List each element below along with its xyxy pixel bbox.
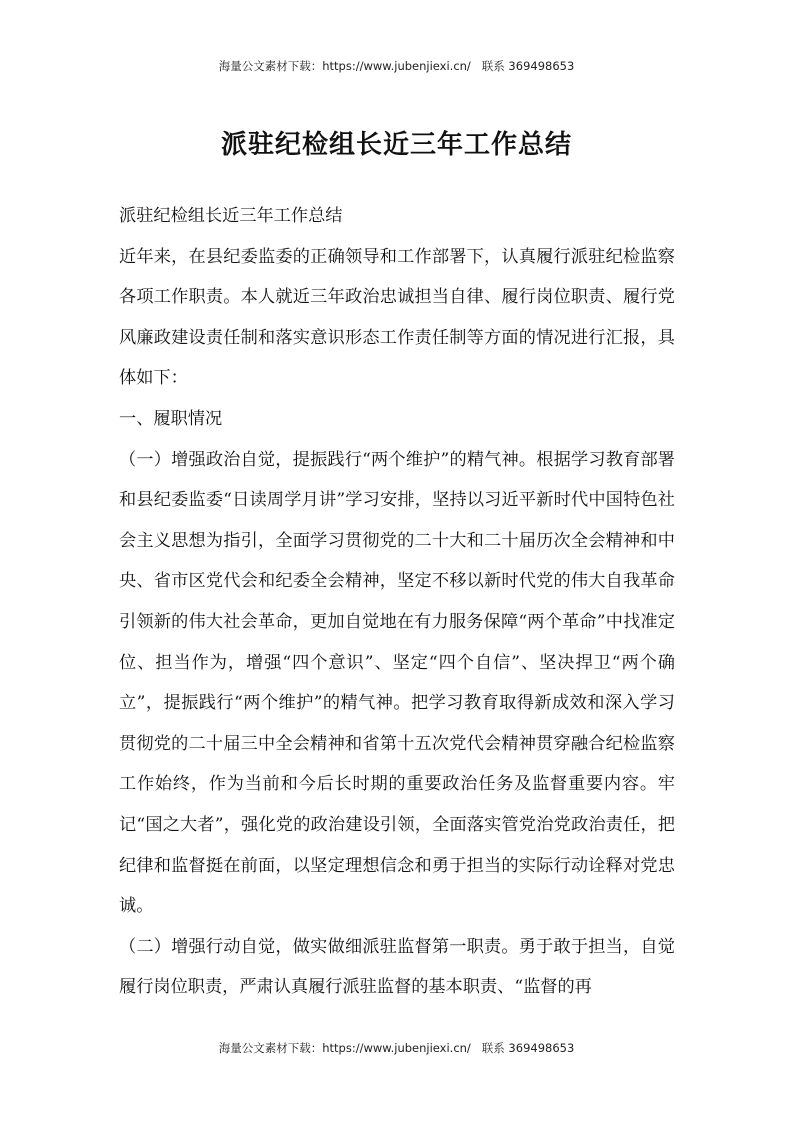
paragraph-intro: 近年来，在县纪委监委的正确领导和工作部署下，认真履行派驻纪检监察各项工作职责。本人就近三年政治忠诚担当自律、履行岗位职责、履行党风廉政建设责任制和落实意识形态工作责任制等方面的情况进行汇报，具体如下： bbox=[119, 246, 675, 389]
paragraph-item-1: （一）增强政治自觉，提振践行“两个维护”的精气神。根据学习教育部署和县纪委监委“日读周学月讲”学习安排，坚持以习近平新时代中国特色社会主义思想为指引，全面学习贯彻党的二十大和二十届历次全会精神和中央、省市区党代会和纪委全会精神，坚定不移以新时代党的伟大自我革命引领新的伟大社会革命，更加自觉地在有力服务保障“两个革命”中找准定位、担当作为，增强“四个意识”、坚定“四个自信”、坚决捍卫“两个确立”，提振践行“两个维护”的精气神。把学习教育取得新成效和深入学习贯彻党的二十届三中全会精神和省第十五次党代会精神贯穿融合纪检监察工作始终，作为当前和今后长时期的重要政治任务及监督重要内容。牢记“国之大者”，强化党的政治建设引领，全面落实管党治党政治责任，把纪律和监督挺在前面，以坚定理想信念和勇于担当的实际行动诠释对党忠诚。 bbox=[119, 449, 675, 917]
document-body bbox=[119, 196, 675, 1008]
page-header: 海量公文素材下载：https://www.jubenjiexi.cn/ 联系 369498653 bbox=[218, 59, 575, 73]
paragraph-subtitle: 派驻纪检组长近三年工作总结 bbox=[119, 206, 343, 226]
document-title: 派驻纪检组长近三年工作总结 bbox=[220, 130, 572, 160]
section-heading: 一、履职情况 bbox=[119, 408, 223, 429]
paragraph-item-2: （二）增强行动自觉，做实做细派驻监督第一职责。勇于敢于担当，自觉履行岗位职责，严肃认真履行派驻监督的基本职责、“监督的再 bbox=[119, 936, 675, 998]
page-footer: 海量公文素材下载：https://www.jubenjiexi.cn/ 联系 369498653 bbox=[218, 1041, 575, 1055]
